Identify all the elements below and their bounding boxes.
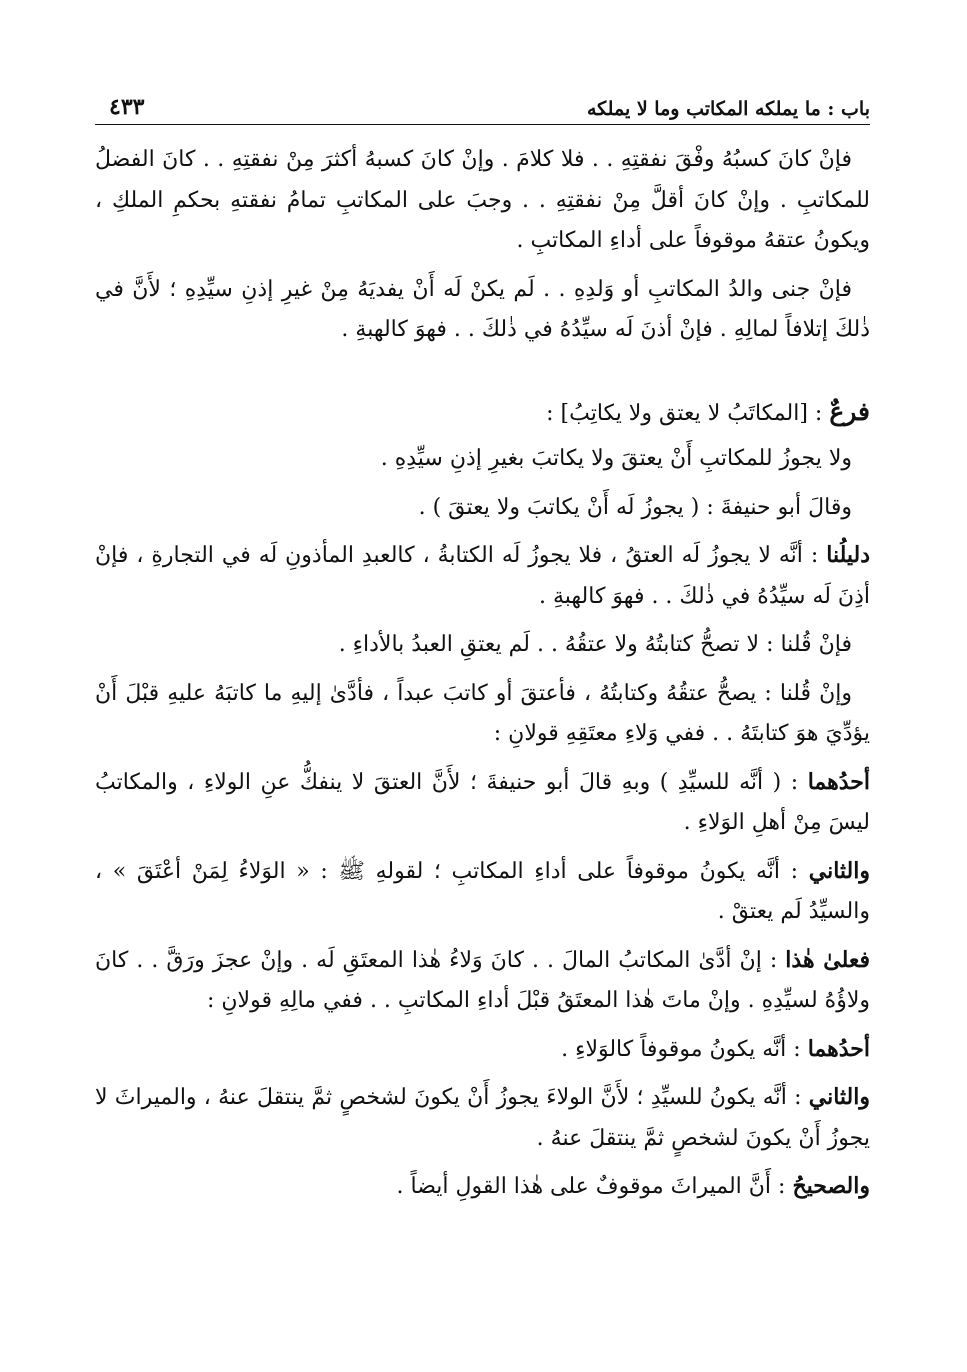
paragraph-text: : أنَّه لا يجوزُ لَه العتقُ ، فلا يجوزُ لَه الكتابةُ ، كالعبدِ المأذونِ لَه في التجارةِ ، فإنْ أذِنَ لَه سيِّدُهُ في ذٰلكَ . . فهوَ كالهبةِ . [95, 543, 870, 609]
paragraph-text: ولا يجوزُ للمكاتبِ أَنْ يعتقَ ولا يكاتبَ بغيرِ إذنِ سيِّدِهِ . [380, 446, 852, 471]
chapter-title: باب : ما يملكه المكاتب وما لا يملكه [587, 98, 870, 120]
page-header [95, 80, 870, 125]
paragraph [95, 1166, 870, 1208]
paragraph [95, 762, 870, 844]
paragraph-text: : أنَّه يكونُ للسيِّدِ ؛ لأَنَّ الولاءَ يجوزُ أَنْ يكونَ لشخصٍ ثمَّ ينتقلَ عنهُ ، والميراثَ لا يجوزُ أَنْ يكونَ لشخصٍ ثمَّ ينتقلَ عنهُ . [95, 1085, 870, 1151]
paragraph [95, 535, 870, 617]
paragraph-text: : أنَّه يكونُ موقوفاً كالوَلاءِ . [561, 1036, 801, 1062]
paragraph-lead: والثاني [808, 1084, 870, 1110]
paragraph-text: : ( أنَّه للسيِّدِ ) وبهِ قالَ أبو حنيفةَ ؛ لأَنَّ العتقَ لا ينفكُّ عنِ الولاءِ ، والمكاتبُ ليسَ مِنْ أهلِ الوَلاءِ . [95, 769, 870, 835]
section-label: فرعٌ [829, 396, 870, 426]
paragraph [95, 487, 870, 529]
paragraph [95, 139, 870, 262]
paragraph [95, 1077, 870, 1159]
paragraph-text: : أنَّه يكونُ موقوفاً على أداءِ المكاتبِ ؛ لقولهِ ﷺ : « الوَلاءُ لِمَنْ أعْتَقَ » ، والسيِّدُ لَم يعتقْ . [95, 858, 870, 924]
paragraph-text: فإنْ جنى والدُ المكاتبِ أو وَلدِهِ . . لَم يكنْ لَه أَنْ يفديَهُ مِنْ غيرِ إذنِ سيِّدِهِ ؛ لأَنَّ في ذٰلكَ إتلافاً لمالِهِ . فإنْ أذنَ لَه سيِّدُهُ في ذٰلكَ . . فهوَ كالهبةِ . [95, 276, 870, 342]
paragraph [95, 269, 870, 351]
section-heading [95, 392, 870, 435]
paragraph-text: فإنْ كانَ كسبُهُ وفْقَ نفقتِهِ . . فلا كلامَ . وإنْ كانَ كسبهُ أكثرَ مِنْ نفقتِهِ . . كانَ الفضلُ للمكاتبِ . وإنْ كانَ أقلَّ مِنْ نفقتِهِ . . وجبَ على المكاتبِ تمامُ نفقتهِ بحكمِ الملكِ ، ويكونُ عتقهُ موقوفاً على أداءِ المكاتبِ . [95, 147, 870, 253]
paragraph-lead: والثاني [808, 857, 870, 884]
paragraph [95, 851, 870, 933]
paragraph-text: فإنْ قُلنا : لا تصحُّ كتابتُهُ ولا عتقُهُ . . لَم يعتقِ العبدُ بالأداءِ . [338, 632, 852, 657]
document-page [95, 80, 870, 1330]
section-title-text: : [المكاتَبُ لا يعتق ولا يكاتِبُ] : [546, 400, 823, 426]
paragraph-lead: والصحيحُ [792, 1173, 870, 1199]
paragraph [95, 673, 870, 755]
paragraph [95, 1029, 870, 1071]
paragraph-lead: أحدُهما [807, 768, 870, 795]
page-body [95, 139, 870, 1208]
paragraph-text: وإنْ قُلنا : يصحُّ عتقُهُ وكتابتُهُ ، فأعتقَ أو كاتبَ عبداً ، فأدَّىٰ إليهِ ما كاتبَهُ عليهِ قبْلَ أَنْ يؤدِّيَ هوَ كتابتَهُ . . ففي وَلاءِ معتَقِهِ قولانِ : [95, 680, 870, 746]
paragraph [95, 624, 870, 666]
page-number: ٤٣٣ [109, 94, 145, 120]
section-spacer [95, 358, 870, 392]
paragraph-text: وقالَ أبو حنيفةَ : ( يجوزُ لَه أَنْ يكاتبَ ولا يعتقَ ) . [418, 494, 852, 520]
paragraph-text: : أَنَّ الميراثَ موقوفٌ على هٰذا القولِ أيضاً . [396, 1174, 786, 1199]
paragraph-lead: دليلُنا [826, 542, 870, 568]
paragraph [95, 438, 870, 480]
paragraph [95, 940, 870, 1022]
paragraph-text: : إنْ أدَّىٰ المكاتبُ المالَ . . كانَ وَلاءُ هٰذا المعتَقِ لَه . وإنْ عجزَ ورَقَّ . . كانَ ولاؤُهُ لسيِّدِهِ . وإنْ ماتَ هٰذا المعتَقُ قبْلَ أداءِ المكاتبِ . . ففي مالِهِ قولانِ : [95, 947, 870, 1013]
paragraph-lead: أحدُهما [807, 1035, 870, 1062]
paragraph-lead: فعلىٰ هٰذا [785, 946, 870, 973]
